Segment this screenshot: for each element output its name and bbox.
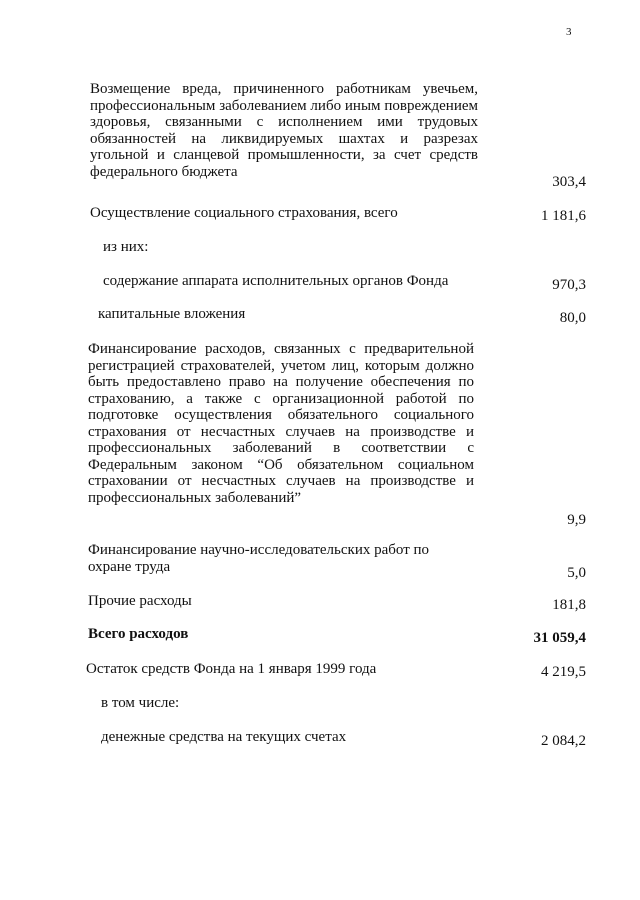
item-label: Возмещение вреда, причиненного работникам увечьем, профессиональным заболеванием либо иным повреждением здоровья, связанными с исполнением ими трудовых обязанностей на ликвидируемых шахтах и разрезах угольной и сланцевой промышленности, за счет средств федерального бюджета (90, 81, 478, 180)
item-value: 4 219,5 (541, 664, 586, 680)
item-value: 80,0 (559, 310, 586, 326)
item-label: Остаток средств Фонда на 1 января 1999 года (86, 661, 377, 677)
item-value: 2 084,2 (541, 733, 586, 749)
item-label: из них: (103, 239, 149, 255)
item-value: 303,4 (552, 174, 586, 190)
item-value: 1 181,6 (541, 208, 586, 224)
item-value: 5,0 (567, 565, 586, 581)
page-number: 3 (566, 26, 572, 38)
item-label: Прочие расходы (88, 593, 192, 609)
item-value: 970,3 (552, 277, 586, 293)
item-value: 9,9 (567, 512, 586, 528)
item-label: Финансирование расходов, связанных с предварительной регистрацией страхователей, учетом лиц, которым должно быть предоставлено право на получение обеспечения по страхованию, а также с организационной работой по подготовке осуществления обязательного социального страхования от несчастных случаев на производстве и профессиональных заболеваний в соответствии с Федеральным законом “Об обязательном социальном страховании от несчастных случаев на производстве и профессиональных заболеваний” (88, 341, 474, 506)
item-label: Всего расходов (88, 626, 189, 642)
item-label: в том числе: (101, 695, 180, 711)
item-label: содержание аппарата исполнительных органов Фонда (103, 273, 449, 289)
item-label: Финансирование научно-исследовательских работ по охране труда (88, 542, 430, 575)
item-label: денежные средства на текущих счетах (101, 729, 347, 745)
item-value: 31 059,4 (533, 630, 586, 646)
item-value: 181,8 (552, 597, 586, 613)
item-label: капитальные вложения (98, 306, 246, 322)
item-label: Осуществление социального страхования, всего (90, 205, 398, 221)
